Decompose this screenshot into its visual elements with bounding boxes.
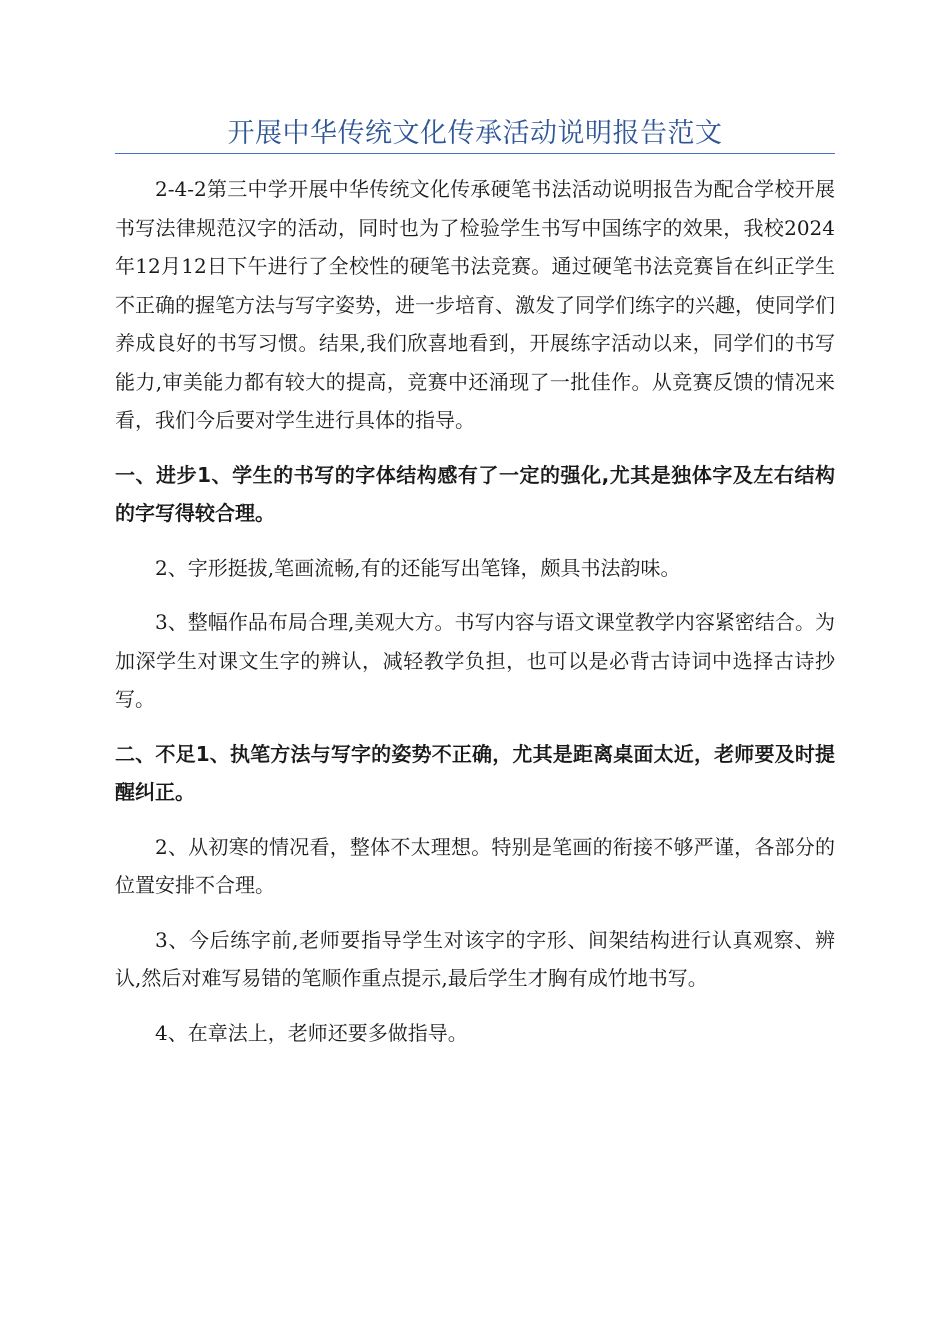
intro-paragraph: 2-4-2第三中学开展中华传统文化传承硬笔书法活动说明报告为配合学校开展书写法律规范汉字的活动，同时也为了检验学生书写中国练字的效果，我校2024年12月12日下午进行了全校性的硬笔书法竞赛。通过硬笔书法竞赛旨在纠正学生不正确的握笔方法与写字姿势，进一步培育、激发了同学们练字的兴趣，使同学们养成良好的书写习惯。结果,我们欣喜地看到，开展练字活动以来，同学们的书写能力,审美能力都有较大的提高，竞赛中还涌现了一批佳作。从竞赛反馈的情况来看，我们今后要对学生进行具体的指导。 [115,177,835,432]
section-heading-shortcomings: 二、不足1、执笔方法与写字的姿势不正确，尤其是距离桌面太近，老师要及时提醒纠正。 [115,741,835,804]
document-body [115,170,835,1068]
shortcoming-item-4: 4、在章法上，老师还要多做指导。 [155,1020,468,1045]
section-heading-progress: 一、进步1、学生的书写的字体结构感有了一定的强化,尤其是独体字及左右结构的字写得较合理。 [115,462,835,525]
shortcoming-item-3: 3、今后练字前,老师要指导学生对该字的字形、间架结构进行认真观察、辨认,然后对难写易错的笔顺作重点提示,最后学生才胸有成竹地书写。 [115,927,835,990]
progress-item-2: 2、字形挺拔,笔画流畅,有的还能写出笔锋，颇具书法韵味。 [155,555,681,580]
shortcoming-item-2: 2、从初寒的情况看，整体不太理想。特别是笔画的衔接不够严谨，各部分的位置安排不合理。 [115,834,835,897]
document-title: 开展中华传统文化传承活动说明报告范文 [227,118,723,149]
title-underline [115,153,835,154]
progress-item-3: 3、整幅作品布局合理,美观大方。书写内容与语文课堂教学内容紧密结合。为加深学生对课文生字的辨认，减轻教学负担，也可以是必背古诗词中选择古诗抄写。 [115,610,835,711]
